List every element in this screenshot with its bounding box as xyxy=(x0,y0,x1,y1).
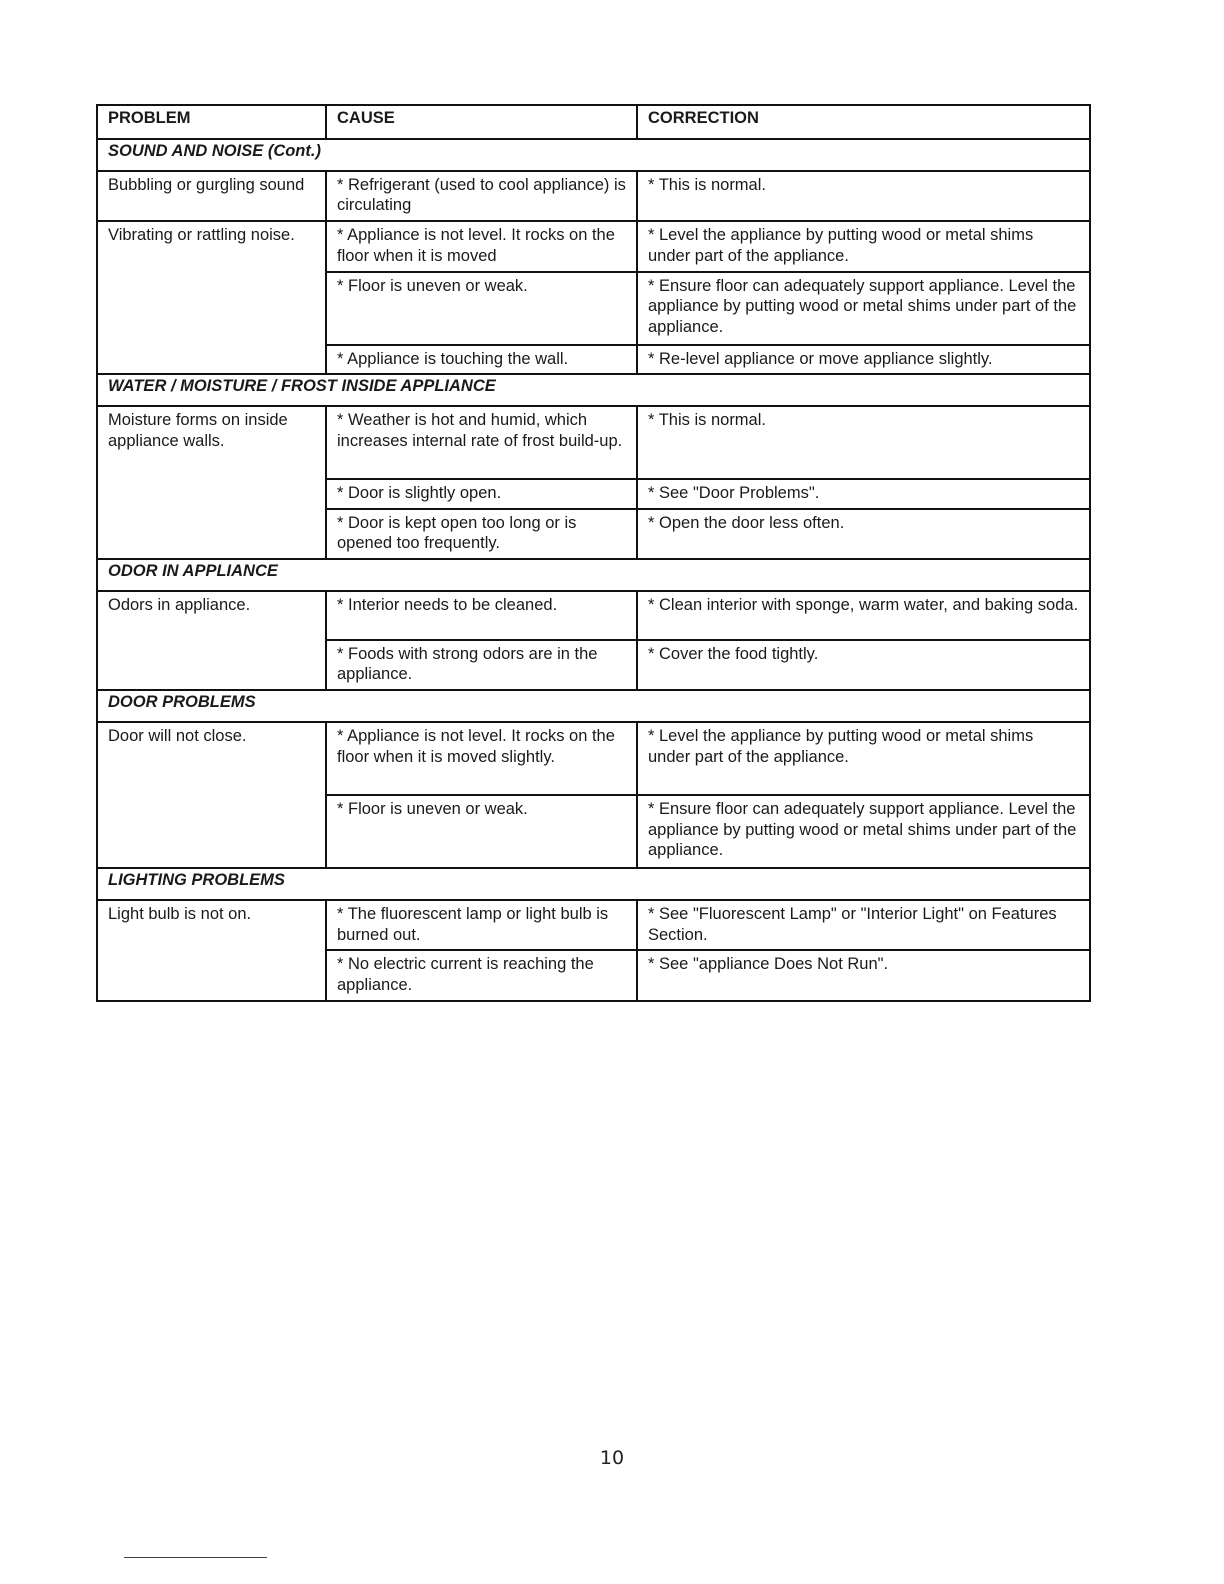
section-header-row xyxy=(97,139,1090,171)
table-row xyxy=(97,171,1090,221)
correction-cell: * Open the door less often. xyxy=(637,509,1090,559)
cause-cell: * The fluorescent lamp or light bulb is burned out. xyxy=(326,900,637,950)
section-header-row xyxy=(97,374,1090,406)
problem-cell: Odors in appliance. xyxy=(97,591,326,690)
cause-cell: * Floor is uneven or weak. xyxy=(326,795,637,868)
header-problem: PROBLEM xyxy=(97,105,326,139)
section-header-row xyxy=(97,868,1090,900)
correction-cell: * Re-level appliance or move appliance slightly. xyxy=(637,345,1090,375)
correction-cell: * See "appliance Does Not Run". xyxy=(637,950,1090,1000)
footnote-divider xyxy=(124,1557,267,1558)
table-row xyxy=(97,591,1090,640)
cause-cell: * Interior needs to be cleaned. xyxy=(326,591,637,640)
header-cause: CAUSE xyxy=(326,105,637,139)
problem-cell: Vibrating or rattling noise. xyxy=(97,221,326,374)
section-header-row xyxy=(97,559,1090,591)
section-title-moisture: WATER / MOISTURE / FROST INSIDE APPLIANCE xyxy=(97,374,1090,406)
cause-cell: * Door is kept open too long or is opened too frequently. xyxy=(326,509,637,559)
section-header-row xyxy=(97,690,1090,722)
correction-cell: * Ensure floor can adequately support appliance. Level the appliance by putting wood or metal shims under part of the appliance. xyxy=(637,795,1090,868)
problem-cell: Door will not close. xyxy=(97,722,326,868)
cause-cell: * No electric current is reaching the appliance. xyxy=(326,950,637,1000)
correction-cell: * Ensure floor can adequately support appliance. Level the appliance by putting wood or metal shims under part of the appliance. xyxy=(637,272,1090,345)
table-row xyxy=(97,900,1090,950)
correction-cell: * See "Fluorescent Lamp" or "Interior Light" on Features Section. xyxy=(637,900,1090,950)
correction-cell: * Level the appliance by putting wood or metal shims under part of the appliance. xyxy=(637,722,1090,795)
correction-cell: * Clean interior with sponge, warm water, and baking soda. xyxy=(637,591,1090,640)
table-row xyxy=(97,221,1090,271)
problem-cell: Moisture forms on inside appliance walls. xyxy=(97,406,326,559)
page-number: 10 xyxy=(599,1447,625,1469)
troubleshooting-table xyxy=(96,104,1091,1002)
cause-cell: * Refrigerant (used to cool appliance) is circulating xyxy=(326,171,637,221)
problem-cell: Light bulb is not on. xyxy=(97,900,326,1001)
correction-cell: * This is normal. xyxy=(637,406,1090,479)
cause-cell: * Door is slightly open. xyxy=(326,479,637,509)
cause-cell: * Appliance is not level. It rocks on the floor when it is moved xyxy=(326,221,637,271)
cause-cell: * Appliance is not level. It rocks on the floor when it is moved slightly. xyxy=(326,722,637,795)
correction-cell: * Level the appliance by putting wood or metal shims under part of the appliance. xyxy=(637,221,1090,271)
header-row xyxy=(97,105,1090,139)
header-correction: CORRECTION xyxy=(637,105,1090,139)
problem-cell: Bubbling or gurgling sound xyxy=(97,171,326,221)
table-row xyxy=(97,722,1090,795)
section-title-door: DOOR PROBLEMS xyxy=(97,690,1090,722)
table-row xyxy=(97,406,1090,479)
cause-cell: * Appliance is touching the wall. xyxy=(326,345,637,375)
correction-cell: * See "Door Problems". xyxy=(637,479,1090,509)
section-title-sound: SOUND AND NOISE (Cont.) xyxy=(97,139,1090,171)
correction-cell: * This is normal. xyxy=(637,171,1090,221)
section-title-lighting: LIGHTING PROBLEMS xyxy=(97,868,1090,900)
correction-cell: * Cover the food tightly. xyxy=(637,640,1090,690)
section-title-odor: ODOR IN APPLIANCE xyxy=(97,559,1090,591)
cause-cell: * Foods with strong odors are in the appliance. xyxy=(326,640,637,690)
cause-cell: * Weather is hot and humid, which increases internal rate of frost build-up. xyxy=(326,406,637,479)
cause-cell: * Floor is uneven or weak. xyxy=(326,272,637,345)
